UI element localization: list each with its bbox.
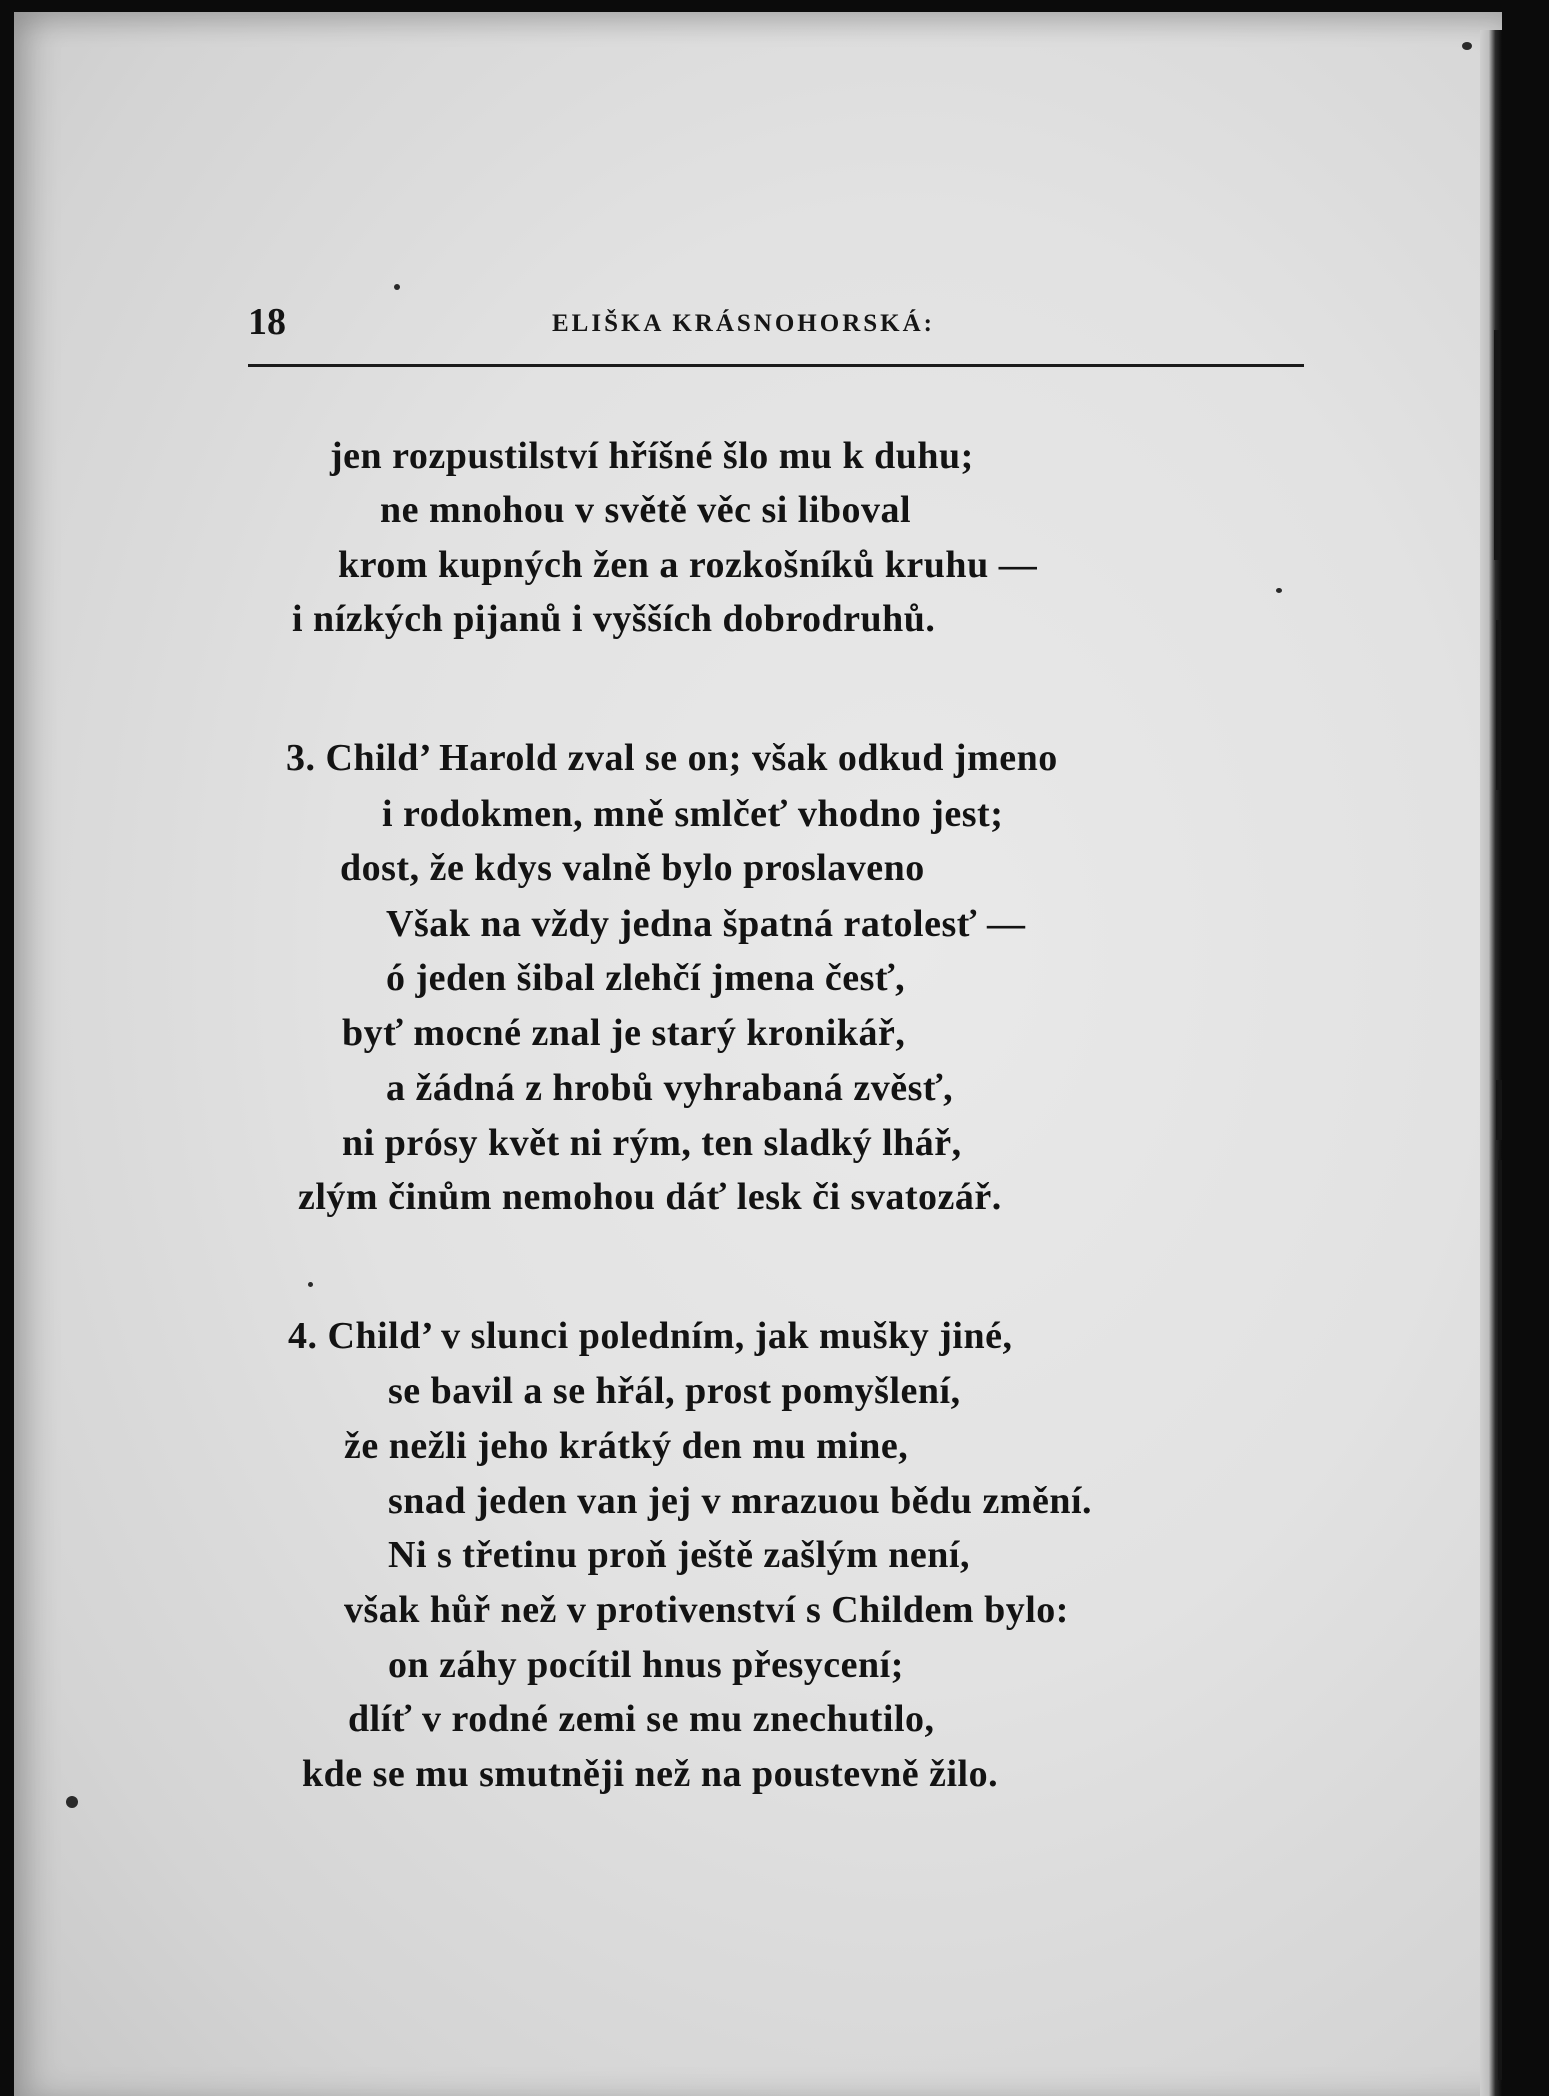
poem-line: Však na vždy jedna špatná ratolesť — <box>386 903 1026 945</box>
poem-line: dlíť v rodné zemi se mu znechutilo, <box>348 1698 935 1740</box>
dust-speck <box>308 1282 313 1287</box>
edge-mark <box>1496 620 1501 790</box>
edge-mark <box>1496 1080 1502 1140</box>
poem-line: krom kupných žen a rozkošníků kruhu — <box>338 544 1038 586</box>
dust-speck <box>394 284 400 290</box>
poem-line: však hůř než v protivenství s Childem bylo: <box>344 1589 1069 1631</box>
poem-line: ó jeden šibal zlehčí jmena česť, <box>386 957 906 999</box>
poem-line: i rodokmen, mně smlčeť vhodno jest; <box>382 793 1004 835</box>
poem-line: se bavil a se hřál, prost pomyšlení, <box>388 1370 961 1412</box>
dust-speck <box>66 1796 78 1808</box>
running-head: ELIŠKA KRÁSNOHORSKÁ: <box>552 310 935 337</box>
poem-line: ni prósy květ ni rým, ten sladký lhář, <box>342 1122 962 1164</box>
poem-line: Ni s třetinu proň ještě zašlým není, <box>388 1534 970 1576</box>
poem-line: jen rozpustilství hříšné šlo mu k duhu; <box>330 435 974 477</box>
dust-speck <box>1276 588 1282 593</box>
edge-mark <box>1494 330 1500 560</box>
poem-line: 4. Child’ v slunci poledním, jak mušky jiné, <box>288 1315 1013 1357</box>
poem-line: snad jeden van jej v mrazuou bědu změní. <box>388 1480 1093 1522</box>
poem-line: ne mnohou v světě věc si liboval <box>380 489 912 531</box>
poem-line: kde se mu smutněji než na poustevně žilo. <box>302 1753 999 1795</box>
poem-line: zlým činům nemohou dáť lesk či svatozář. <box>298 1176 1002 1218</box>
poem-line: a žádná z hrobů vyhrabaná zvěsť, <box>386 1067 954 1109</box>
edge-mark <box>1498 1160 1502 2080</box>
poem-line: dost, že kdys valně bylo proslaveno <box>340 847 925 889</box>
page-header <box>248 300 1304 362</box>
poem-line: 3. Child’ Harold zval se on; však odkud jmeno <box>286 737 1058 779</box>
poem-line: byť mocné znal je starý kronikář, <box>342 1012 906 1054</box>
dust-speck <box>1462 42 1472 50</box>
header-rule <box>248 364 1304 367</box>
page-number: 18 <box>248 301 286 343</box>
poem-line: i nízkých pijanů i vyšších dobrodruhů. <box>292 598 936 640</box>
poem-line: on záhy pocítil hnus přesycení; <box>388 1644 904 1686</box>
poem-line: že nežli jeho krátký den mu mine, <box>344 1425 909 1467</box>
